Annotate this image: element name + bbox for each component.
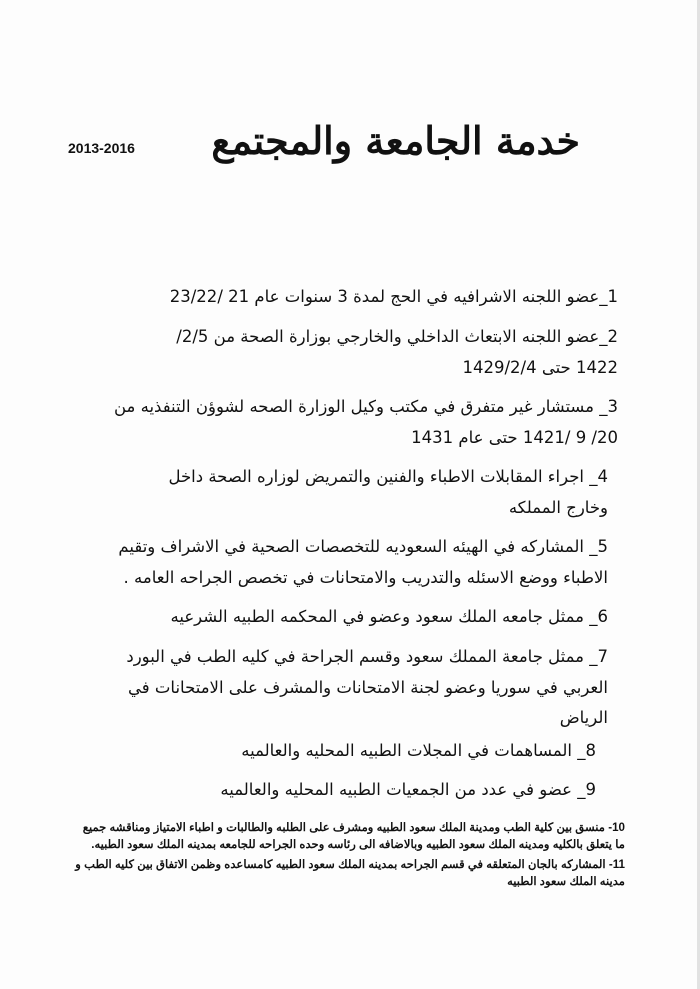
- list-item-5-line-2: الاطباء ووضع الاسئله والتدريب والامتحانات في تخصص الجراحه العامه .: [123, 568, 608, 587]
- list-item-5-line-1: 5_ المشاركه في الهيئه السعوديه للتخصصات الصحية في الاشراف وتقيم: [118, 537, 608, 556]
- note-11-line-2: مدينه الملك سعود الطبيه: [507, 875, 625, 888]
- list-item-3-line-2: 20/ 9 /1421 حتى عام 1431: [411, 428, 618, 447]
- list-item-1-line-1: 1_عضو اللجنه الاشرافيه في الحج لمدة 3 سنوات عام 21 /23/22: [169, 287, 618, 306]
- list-item-2-line-1: 2_عضو اللجنه الابتعاث الداخلي والخارجي بوزارة الصحة من 2/5/: [176, 327, 618, 346]
- list-item-4-line-1: 4_ اجراء المقابلات الاطباء والفنين والتمريض لوزاره الصحة داخل: [168, 467, 608, 486]
- list-item-6-line-1: 6_ ممثل جامعه الملك سعود وعضو في المحكمه الطبيه الشرعيه: [170, 607, 608, 626]
- list-item-3-line-1: 3_ مستشار غير متفرق في مكتب وكيل الوزارة الصحه لشوؤن التنفذيه من: [113, 397, 618, 416]
- list-item-9-line-1: 9_ عضو في عدد من الجمعيات الطبيه المحليه والعالميه: [220, 780, 596, 799]
- page-title: خدمة الجامعة والمجتمع: [211, 118, 580, 163]
- list-item-7-line-3: الرياض: [559, 708, 608, 727]
- list-item-4-line-2: وخارج المملكه: [508, 498, 608, 517]
- note-10-line-1: 10- منسق بين كلية الطب ومدينة الملك سعود الطبيه ومشرف على الطلبه والطالبات و اطباء الامتياز ومناقشه جميع: [82, 821, 625, 834]
- list-item-7-line-1: 7_ ممثل جامعة المملك سعود وقسم الجراحة في كليه الطب في البورد: [126, 647, 608, 666]
- note-10-line-2: ما يتعلق بالكليه ومدينه الملك سعود الطبيه وبالاضافه الى رئاسه وحده الجراحه للجامعه بمدينه الملك سعود الطبيه.: [91, 838, 625, 851]
- list-item-7-line-2: العربي في سوريا وعضو لجنة الامتحانات والمشرف على الامتحانات في: [128, 678, 608, 697]
- list-item-2-line-2: 1422 حتى 1429/2/4: [462, 358, 618, 377]
- year-range: 2013-2016: [68, 140, 135, 156]
- list-item-8-line-1: 8_ المساهمات في المجلات الطبيه المحليه والعالميه: [241, 741, 596, 760]
- note-11-line-1: 11- المشاركه بالجان المتعلقه في قسم الجراحه بمدينه الملك سعود الطبيه كامساعده وظمن الاتفاق بين كليه الطب و: [75, 858, 625, 871]
